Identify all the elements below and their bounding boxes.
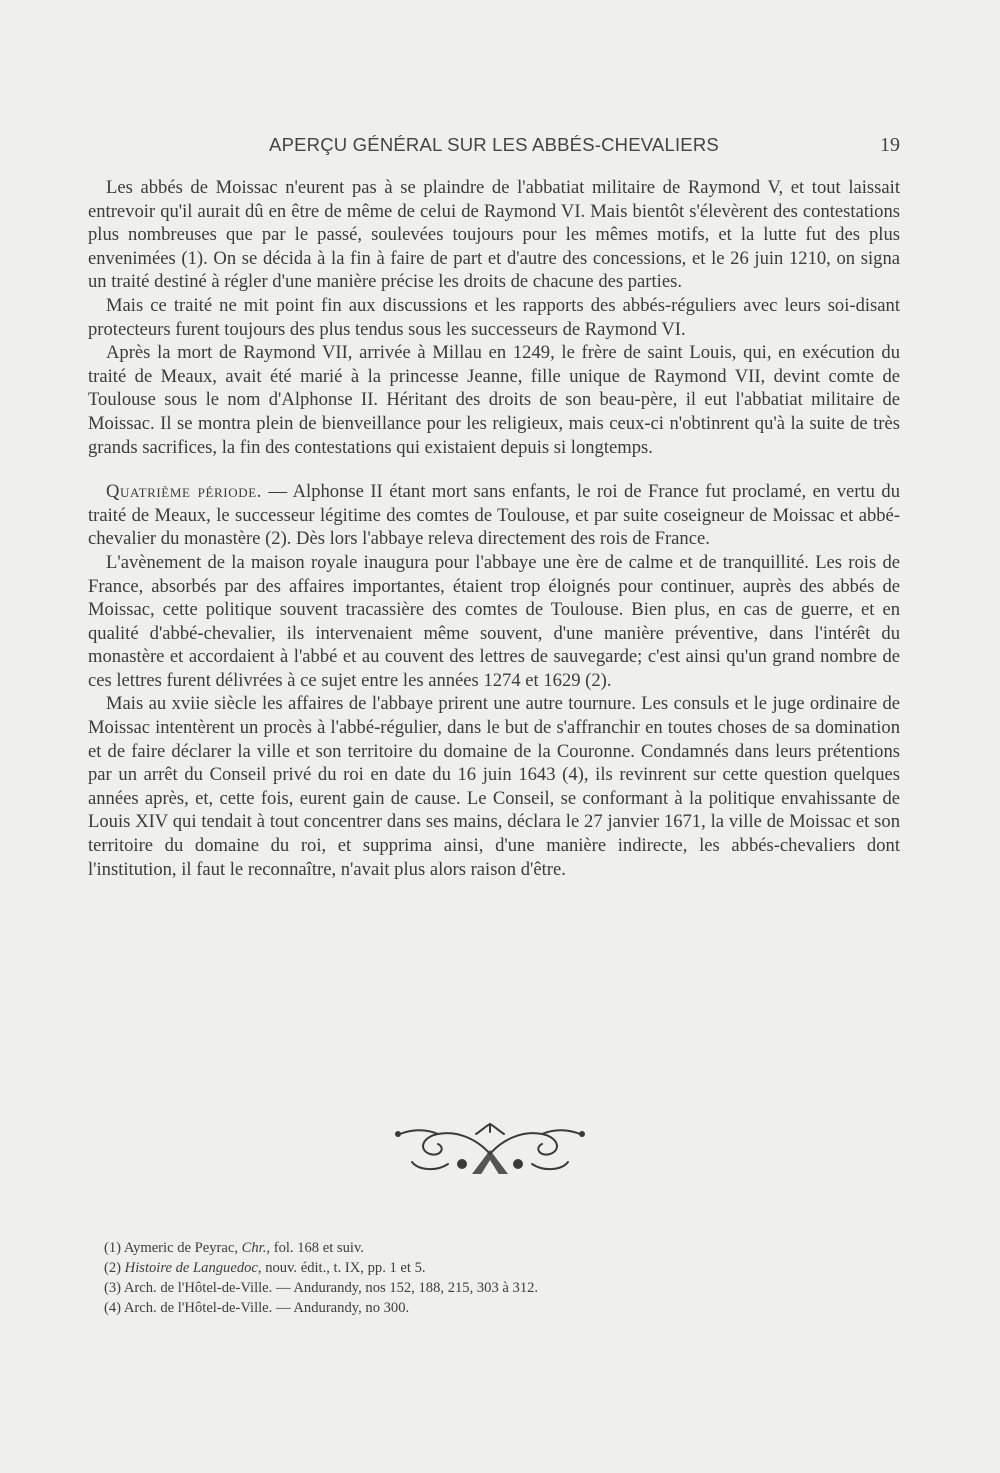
paragraph: Mais ce traité ne mit point fin aux discussions et les rapports des abbés-réguliers avec leurs soi-disant protecteurs furent toujours des plus tendus sous les successeurs de Raymond VI. <box>88 294 900 340</box>
page-header <box>88 134 900 164</box>
section-paragraph <box>88 480 900 551</box>
main-text <box>88 176 900 881</box>
footnote-2: (2) Histoire de Languedoc, nouv. édit., t. IX, pp. 1 et 5. <box>104 1260 426 1276</box>
footnotes <box>104 1238 900 1318</box>
section-heading: Quatrième période. <box>106 481 262 503</box>
page-number: 19 <box>880 134 900 156</box>
running-title: APERÇU GÉNÉRAL SUR LES ABBÉS-CHEVALIERS <box>269 134 719 155</box>
paragraph: L'avènement de la maison royale inaugura pour l'abbaye une ère de calme et de tranquillité. Les rois de France, absorbés par des affaires importantes, étaient trop éloignés pour continuer, auprès des abbés de Moissac, cette politique souvent tracassière des comtes de Toulouse. Bien plus, en cas de guerre, et en qualité d'abbé-chevalier, ils intervenaient même souvent, d'une manière préventive, dans l'intérêt du monastère et accordaient à l'abbé et au couvent des lettres de sauvegarde; c'est ainsi qu'un grand nombre de ces lettres furent délivrées à ce sujet entre les années 1274 et 1629 (2). <box>88 551 900 691</box>
section-text: Alphonse II étant mort sans enfants, le roi de France fut proclamé, en vertu du traité de Meaux, le successeur légitime des comtes de Toulouse, et par suite coseigneur de Moissac et abbé-chevalier du monastère (2). Dès lors l'abbaye releva directement des rois de France. <box>88 481 900 550</box>
footnote-4: (4) Arch. de l'Hôtel-de-Ville. — Andurandy, no 300. <box>104 1300 410 1316</box>
paragraph: Mais au xviie siècle les affaires de l'abbaye prirent une autre tournure. Les consuls et le juge ordinaire de Moissac intentèrent un procès à l'abbé-régulier, dans le but de s'affranchir en toutes choses de sa domination et de faire déclarer la ville et son territoire du domaine de la Couronne. Condamnés dans leurs prétentions par un arrêt du Conseil privé du roi en date du 16 juin 1643 (4), ils revinrent sur cette question quelques années après, et, cette fois, eurent gain de cause. Le Conseil, se conformant à la politique envahissante de Louis XIV qui tendait à tout concentrer dans ses mains, déclara le 27 janvier 1671, la ville de Moissac et son territoire du domaine du roi, et supprima ainsi, d'une manière indirecte, les abbés-chevaliers dont l'institution, il faut le reconnaître, n'avait plus alors raison d'être. <box>88 693 900 880</box>
footnote-3: (3) Arch. de l'Hôtel-de-Ville. — Andurandy, nos 152, 188, 215, 303 à 312. <box>104 1280 539 1296</box>
decorative-fleuron-icon <box>388 1120 592 1180</box>
paragraph: Après la mort de Raymond VII, arrivée à Millau en 1249, le frère de saint Louis, qui, en exécution du traité de Meaux, avait été marié à la princesse Jeanne, fille unique de Raymond VII, devint comte de Toulouse sous le nom d'Alphonse II. Héritant des droits de son beau-père, il eut l'abbatiat militaire de Moissac. Il se montra plein de bienveillance pour les religieux, mais ceux-ci n'obtinrent qu'à la suite de très grands sacrifices, la fin des contestations qui existaient depuis si longtemps. <box>88 342 900 458</box>
section-dash: — <box>262 481 293 503</box>
paragraph: Les abbés de Moissac n'eurent pas à se plaindre de l'abbatiat militaire de Raymond V, et tout laissait entrevoir qu'il aurait dû en être de même de celui de Raymond VI. Mais bientôt s'élevèrent des contestations plus nombreuses que par le passé, soulevées toujours pour les mêmes motifs, et la lutte fut des plus envenimées (1). On se décida à la fin à faire de part et d'autre des concessions, et le 26 juin 1210, on signa un traité destiné à régler d'une manière précise les droits de chacune des parties. <box>88 177 900 293</box>
footnote-1: (1) Aymeric de Peyrac, Chr., fol. 168 et suiv. <box>104 1240 364 1256</box>
